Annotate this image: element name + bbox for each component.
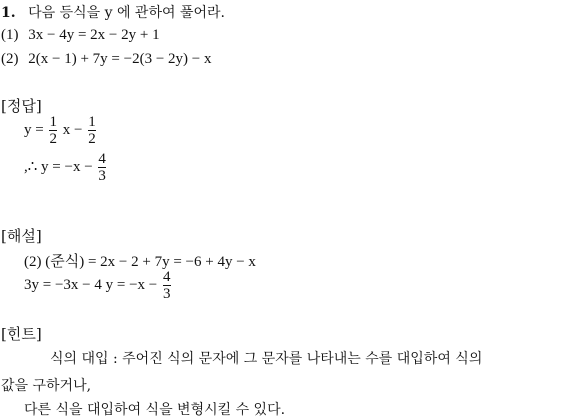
hint-header: [힌트] xyxy=(1,325,42,343)
solution-line-2 xyxy=(24,269,173,302)
fraction-denominator: 2 xyxy=(49,131,57,147)
problem-header xyxy=(1,4,225,22)
solution-equation: 3y = −3x − 4 y = −x − xyxy=(24,276,158,293)
item-equation: 2(x − 1) + 7y = −2(3 − 2y) − x xyxy=(28,51,212,67)
fraction-denominator: 3 xyxy=(98,168,106,184)
answer-header: [정답] xyxy=(1,97,42,115)
fraction-numerator: 4 xyxy=(163,269,171,285)
answer-lhs: y = xyxy=(24,121,44,138)
item-label: (2) xyxy=(1,51,19,67)
problem-item-2 xyxy=(1,50,212,68)
fraction-numerator: 1 xyxy=(88,114,96,130)
fraction-numerator: 4 xyxy=(98,151,106,167)
answer-line-1 xyxy=(24,114,98,147)
problem-number: 1. xyxy=(1,5,16,21)
fraction-denominator: 2 xyxy=(88,131,96,147)
problem-item-1 xyxy=(1,26,160,44)
solution-fraction xyxy=(163,269,171,302)
hint-paragraph-1b: 값을 구하거나, xyxy=(1,378,92,394)
answer-therefore: ,∴ y = −x − xyxy=(24,158,93,175)
solution-header: [해설] xyxy=(1,227,42,245)
fraction-denominator: 3 xyxy=(163,286,171,302)
solution-line-1: (2) (준식) = 2x − 2 + 7y = −6 + 4y − x xyxy=(24,254,256,270)
hint-paragraph-2: 다른 식을 대입하여 식을 변형시킬 수 있다. xyxy=(24,402,286,418)
item-label: (1) xyxy=(1,27,19,43)
answer-fraction-1 xyxy=(49,114,57,147)
answer-fraction-3 xyxy=(98,151,106,184)
answer-line-2 xyxy=(24,151,108,184)
answer-mid: x − xyxy=(62,121,83,138)
hint-paragraph-1a: 식의 대입 : 주어진 식의 문자에 그 문자를 나타내는 수를 대입하여 식의 xyxy=(50,351,483,367)
answer-fraction-2 xyxy=(88,114,96,147)
problem-statement: 다음 등식을 y 에 관하여 풀어라. xyxy=(28,5,225,21)
item-equation: 3x − 4y = 2x − 2y + 1 xyxy=(28,27,160,43)
fraction-numerator: 1 xyxy=(49,114,57,130)
